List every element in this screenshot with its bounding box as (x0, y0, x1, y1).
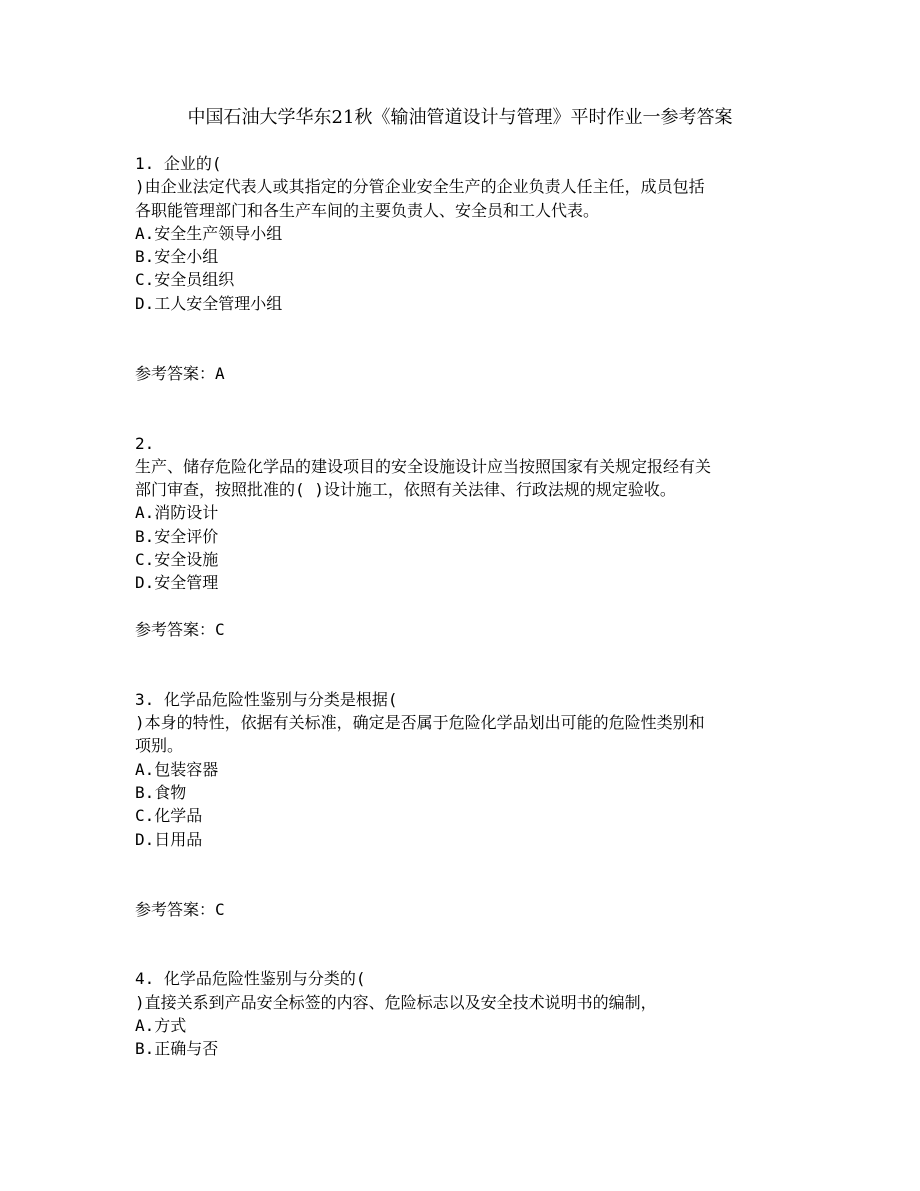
blank-line (135, 595, 795, 618)
question-stem-line: )本身的特性，依据有关标准，确定是否属于危险化学品划出可能的危险性类别和 (135, 713, 705, 733)
question-1 (135, 152, 795, 432)
answer-key: 参考答案：C (135, 619, 225, 639)
blank-line (135, 665, 795, 688)
question-3 (135, 688, 795, 968)
question-2 (135, 432, 795, 688)
option-c: C.安全设施 (135, 550, 219, 570)
option-c: C.安全员组织 (135, 270, 235, 290)
blank-line (135, 338, 795, 361)
option-d: D.工人安全管理小组 (135, 293, 283, 313)
question-stem-line: )由企业法定代表人或其指定的分管企业安全生产的企业负责人任主任，成员包括 (135, 177, 705, 197)
option-b: B.安全评价 (135, 526, 219, 546)
question-stem-line: 部门审查，按照批准的( )设计施工，依照有关法律、行政法规的规定验收。 (135, 480, 676, 500)
blank-line (135, 874, 795, 897)
option-a: A.消防设计 (135, 503, 219, 523)
option-a: A.包装容器 (135, 759, 219, 779)
blank-line (135, 851, 795, 874)
option-a: A.安全生产领导小组 (135, 223, 283, 243)
option-c: C.化学品 (135, 806, 203, 826)
document-title: 中国石油大学华东21秋《输油管道设计与管理》平时作业一参考答案 (187, 107, 733, 128)
question-list (135, 152, 795, 1061)
option-d: D.安全管理 (135, 573, 219, 593)
blank-line (135, 315, 795, 338)
option-b: B.食物 (135, 783, 187, 803)
question-4 (135, 967, 795, 1060)
blank-line (135, 408, 795, 431)
blank-line (135, 921, 795, 944)
option-d: D.日用品 (135, 829, 203, 849)
question-stem-line: 1. 企业的( (135, 154, 222, 173)
blank-line (135, 641, 795, 664)
question-stem-line: 2. (135, 433, 155, 453)
question-stem-line: 项别。 (135, 736, 184, 756)
answer-key: 参考答案：A (135, 363, 225, 383)
question-stem-line: )直接关系到产品安全标签的内容、危险标志以及安全技术说明书的编制， (135, 992, 657, 1012)
option-b: B.正确与否 (135, 1039, 219, 1059)
question-stem-line: 生产、储存危险化学品的建设项目的安全设施设计应当按照国家有关规定报经有关 (135, 456, 712, 476)
question-stem-line: 4. 化学品危险性鉴别与分类的( (135, 969, 366, 989)
answer-key: 参考答案：C (135, 899, 225, 919)
option-b: B.安全小组 (135, 247, 219, 267)
blank-line (135, 385, 795, 408)
question-stem-line: 3. 化学品危险性鉴别与分类是根据( (135, 689, 398, 709)
question-stem-line: 各职能管理部门和各生产车间的主要负责人、安全员和工人代表。 (135, 200, 600, 220)
blank-line (135, 944, 795, 967)
option-a: A.方式 (135, 1015, 187, 1035)
